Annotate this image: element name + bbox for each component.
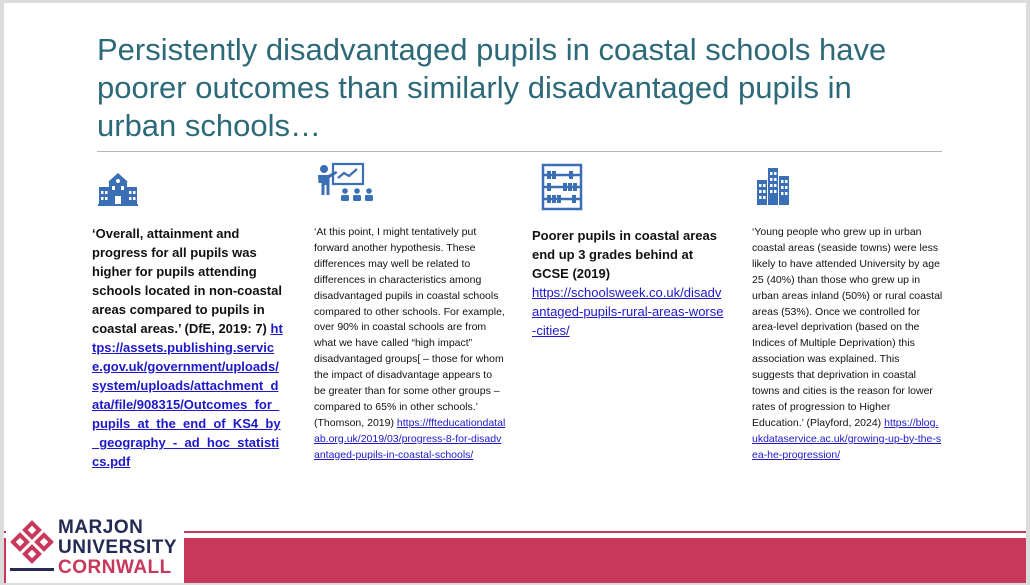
slide-title: Persistently disadvantaged pupils in coastal schools have poorer outcomes than similarly disadvantaged pupils in urban schools… <box>97 32 887 143</box>
marjon-logo <box>6 512 184 583</box>
link-schoolsweek[interactable]: https://schoolsweek.co.uk/disadvantaged-pupils-rural-areas-worse-cities/ <box>532 285 724 338</box>
quote-dfe: ‘Overall, attainment and progress for all pupils was higher for pupils attending schools located in non-coastal areas compared to pupils in coastal areas.’ (DfE, 2019: 7) <box>92 226 282 336</box>
quote-playford: ‘Young people who grew up in urban coastal areas (seaside towns) were less likely to have attended University by age 25 (40%) than those who grew up in urban areas inland (50%) or rural coastal areas (53%). Once we controlled for area-level deprivation (based on the Indices of Multiple Deprivation) this association was explained. This suggests that deprivation in coastal towns and cities is the reason for lower rates of progression to Higher Education.’ (Playford, 2024) <box>752 226 943 429</box>
teacher-presentation-icon <box>315 161 377 209</box>
column-dfe <box>92 224 284 471</box>
link-ukdataservice[interactable]: https://blog.ukdataservice.ac.uk/growing-up-by-the-sea-he-progression/ <box>752 416 942 461</box>
logo-line-university: UNIVERSITY <box>58 537 178 558</box>
link-dfe-report[interactable]: https://assets.publishing.service.gov.uk/government/uploads/system/uploads/attachment_data/file/908315/Outcomes_for_pupils_at_the_end_of_KS4_by_geography_-_ad_hoc_statistics.pdf <box>92 321 283 469</box>
logo-wordmark <box>58 518 177 578</box>
quote-thomson: ‘At this point, I might tentatively put forward another hypothesis. These differences may well be related to differences in characteristics among disadvantaged pupils in coastal schools compared to other schools. For example, over 90% in coastal schools are from what we have called “high impact” disadvantaged groups[ – those for whom the impact of disadvantage appears to be greater than for some other groups – compared to 65% in other schools.’ (Thomson, 2019) <box>314 226 505 429</box>
abacus-icon <box>541 163 583 211</box>
marjon-emblem-icon <box>10 520 54 576</box>
city-buildings-icon <box>756 166 790 206</box>
logo-line-cornwall: CORNWALL <box>58 557 172 578</box>
column-playford <box>752 225 944 464</box>
slide <box>4 3 1026 583</box>
column-schoolsweek <box>532 226 724 340</box>
column-thomson <box>314 225 506 464</box>
title-divider <box>97 151 942 152</box>
link-education-datalab[interactable]: https://ffteducationdatalab.org.uk/2019/03/progress-8-for-disadvantaged-pupils-in-coastal-schools/ <box>314 416 506 461</box>
logo-line-marjon: MARJON <box>58 517 144 538</box>
school-building-icon <box>98 171 138 207</box>
quote-schoolsweek: Poorer pupils in coastal areas end up 3 grades behind at GCSE (2019) <box>532 228 717 281</box>
